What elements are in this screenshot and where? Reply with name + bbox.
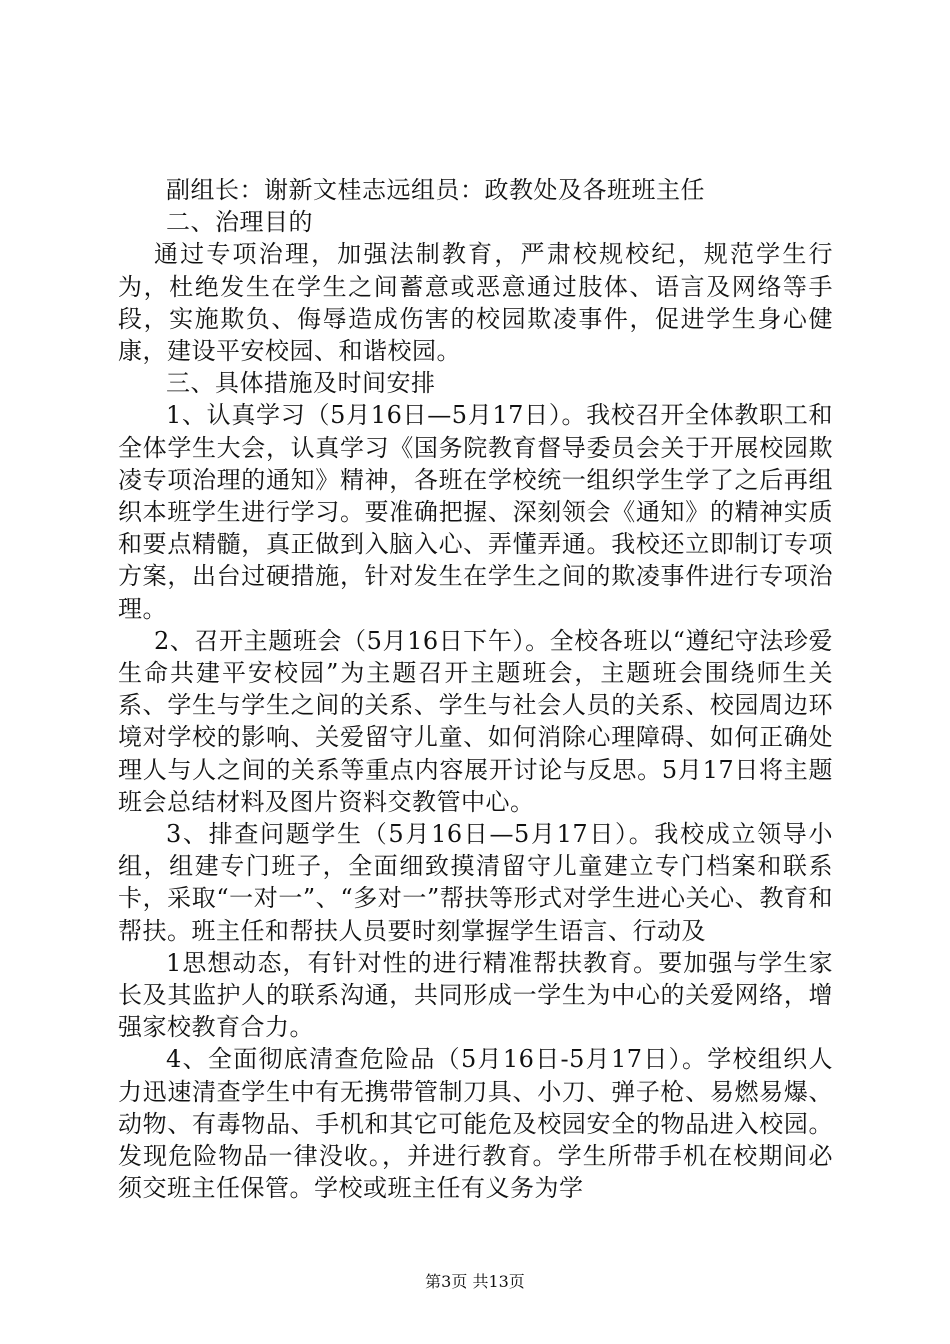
paragraph-measure-4: 4、全面彻底清查危险品（5月16日-5月17日）。学校组织人力迅速清查学生中有无携带管制刀具、小刀、弹子枪、易燃易爆、动物、有毒物品、手机和其它可能危及校园安全的物品进入校园。发现危险物品一律没收。，并进行教育。学生所带手机在校期间必须交班主任保管。学校或班主任有义务为学 [118, 1045, 833, 1203]
paragraph-measure-2: 2、召开主题班会（5月16日下午）。全校各班以“遵纪守法珍爱生命共建平安校园”为主题召开主题班会，主题班会围绕师生关系、学生与学生之间的关系、学生与社会人员的关系、校园周边环境对学校的影响、关爱留守儿童、如何消除心理障碍、如何正确处理人与人之间的关系等重点内容展开讨论与反思。5月17日将主题班会总结材料及图片资料交教管中心。 [118, 626, 833, 816]
paragraph-measure-3-continued: 1思想动态，有针对性的进行精准帮扶教育。要加强与学生家长及其监护人的联系沟通，共同形成一学生为中心的关爱网络，增强家校教育合力。 [118, 948, 833, 1042]
document-body [118, 174, 833, 1205]
paragraph-measure-3: 3、排查问题学生（5月16日—5月17日）。我校成立领导小组，组建专门班子，全面细致摸清留守儿童建立专门档案和联系卡，采取“一对一”、“多对一”帮扶等形式对学生进心关心、教育和帮扶。班主任和帮扶人员要时刻掌握学生语言、行动及 [118, 820, 833, 945]
paragraph-governance-goal: 通过专项治理，加强法制教育，严肃校规校纪，规范学生行为，杜绝发生在学生之间蓄意或恶意通过肢体、语言及网络等手段，实施欺负、侮辱造成伤害的校园欺凌事件，促进学生身心健康，建设平安校园、和谐校园。 [118, 240, 833, 366]
paragraph-measure-1: 1、认真学习（5月16日—5月17日）。我校召开全体教职工和全体学生大会，认真学习《国务院教育督导委员会关于开展校园欺凌专项治理的通知》精神，各班在学校统一组织学生学了之后再组织本班学生进行学习。要准确把握、深刻领会《通知》的精神实质和要点精髓，真正做到入脑入心、弄懂弄通。我校还立即制订专项方案，出台过硬措施，针对发生在学生之间的欺凌事件进行专项治理。 [118, 401, 833, 623]
heading-measures-schedule: 三、具体措施及时间安排 [166, 369, 436, 398]
page-number-footer: 第3页 共13页 [425, 1272, 525, 1291]
heading-governance-goal: 二、治理目的 [166, 208, 313, 237]
paragraph-deputy-leaders: 副组长：谢新文桂志远组员：政教处及各班班主任 [166, 176, 705, 204]
